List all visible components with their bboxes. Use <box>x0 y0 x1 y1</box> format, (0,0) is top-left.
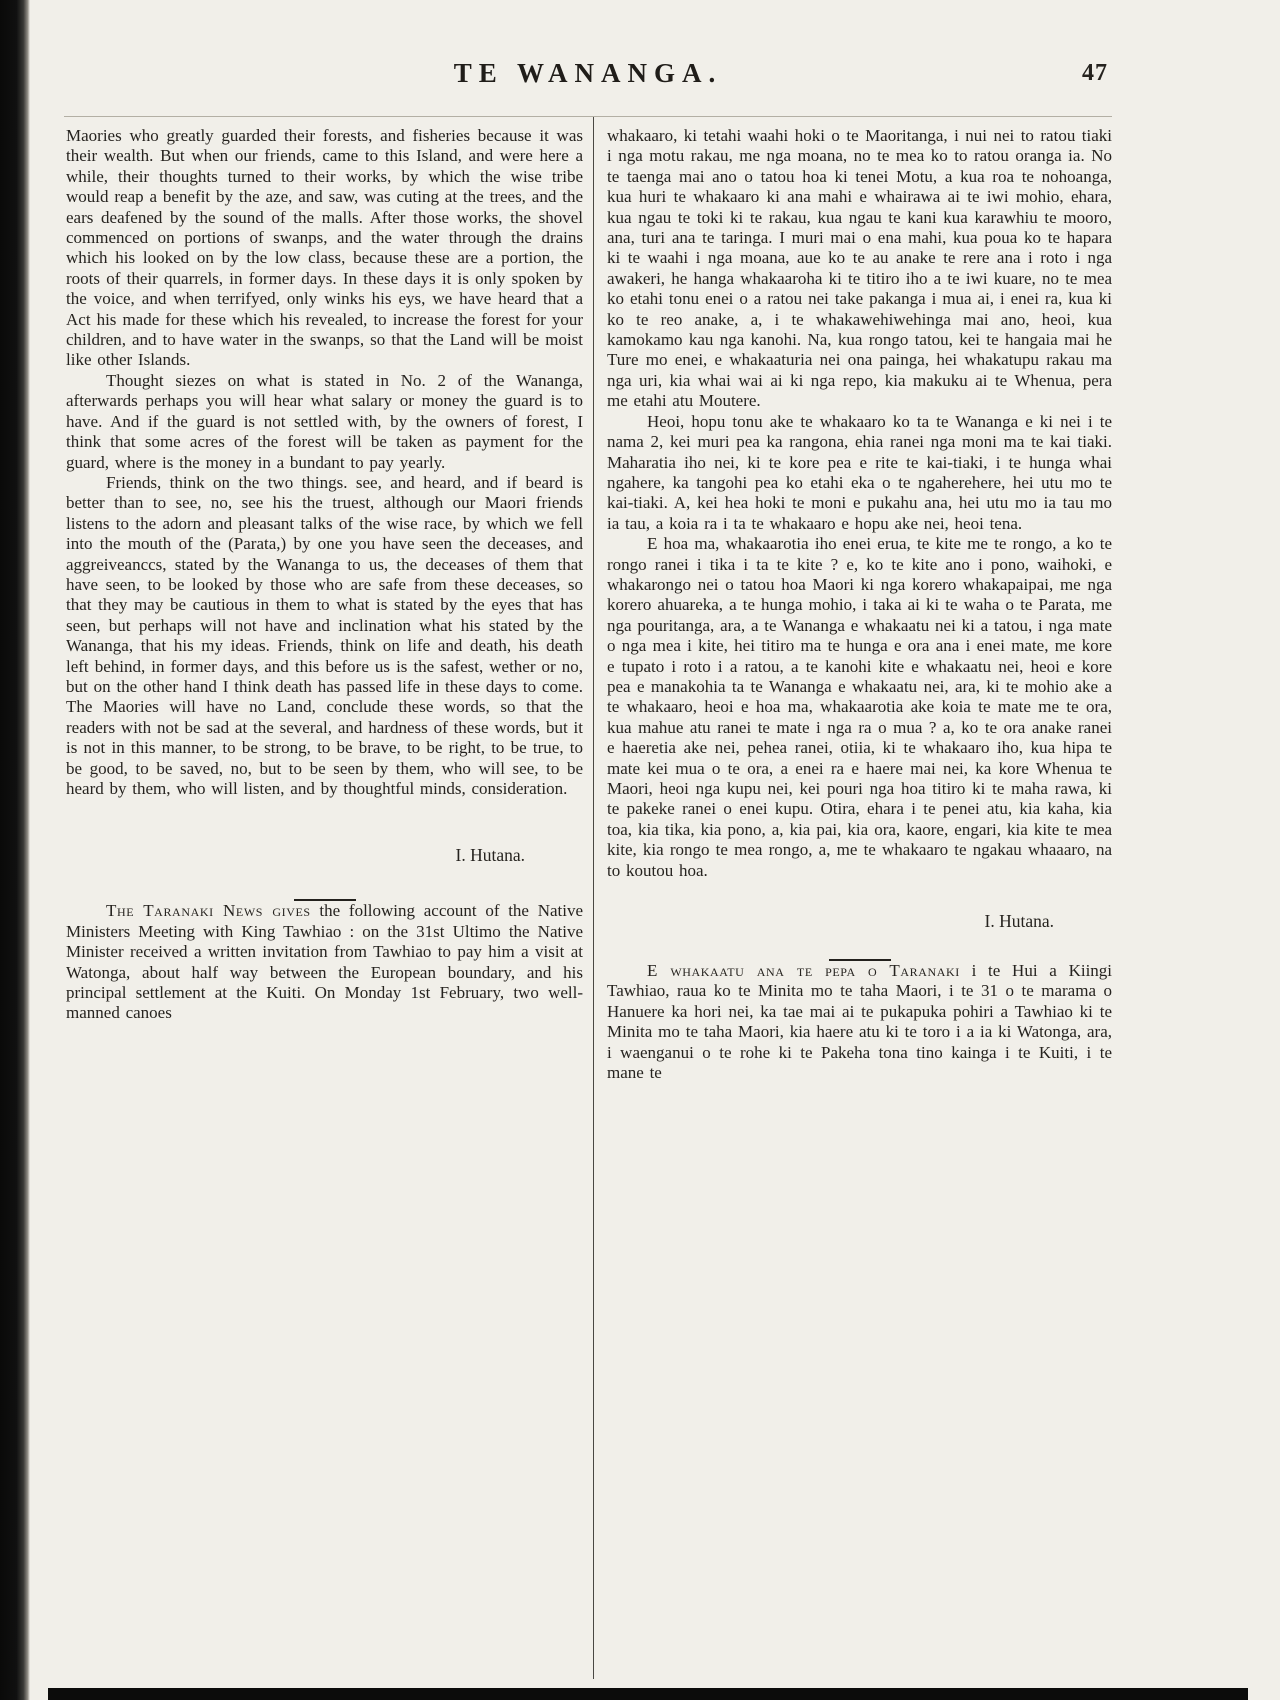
taranaki-continuation-maori: i te Hui a Kiingi Tawhiao, raua ko te Minita mo te taha Maori, i te 31 o te marama o Hanuere ka hori nei, ka tae mai ai te pukapuka pohiri a Tawhiao ki te Minita mo te taha Maori, kia haere atu ki te toro i a ia ki Watonga, ara, i waenganui o te rohe ki te Pakeha tona tino kainga i te Kuiti, i te mane te <box>607 961 1113 1083</box>
paragraph-guard-english: Thought siezes on what is stated in No. 2 of the Wananga, afterwards perhaps you will hear what salary or money the guard is to have. And if the guard is not settled with, by the owners of forest, I think that some acres of the forest will be taken as payment for the guard, where is the money in a bundant to pay yearly. <box>66 370 583 472</box>
paragraph-taranaki-maori <box>607 961 1112 1083</box>
scan-edge-bottom <box>48 1688 1248 1700</box>
taranaki-continuation-english: the following account of the Native Ministers Meeting with King Tawhiao : on the 31st Ultimo the Native Minister received a written invitation from Tawhiao to pay him a visit at Watonga, about half way between the European boundary, and his principal settlement at the Kuiti. On Monday 1st February, two well-manned canoes <box>66 901 584 1023</box>
page-header <box>64 58 1112 104</box>
paragraph-forests-english: Maories who greatly guarded their forests, and fisheries because it was their wealth. But when our friends, came to this Island, and were here a while, their thoughts turned to their works, by which the wise tribe would reap a benefit by the aze, and saw, was cuting at the trees, and the ears deafened by the sound of the malls. After those works, the shovel commenced on portions of swanps, and the water through the drains which his looked on by the low class, because these are a portion, the roots of their quarrels, in former days. In these days it is only spoken by the voice, and when terrifyed, only winks his eys, we have heard that a Act his made for these which his revealed, to increase the forest for your children, and to have water in the swanps, so that the Land will be moist like other Islands. <box>66 126 583 370</box>
column-english <box>64 117 594 1679</box>
page-title: TE WANANGA. <box>453 58 723 88</box>
columns-container <box>64 116 1112 1679</box>
scan-edge-left <box>0 0 30 1700</box>
page-number: 47 <box>1082 60 1108 86</box>
paragraph-friends-english: Friends, think on the two things. see, and heard, and if beard is better than to see, no, see his the truest, although our Maori friends listens to the adorn and pleasant talks of the wise race, by which we fell into the mouth of the (Parata,) by one you have seen the deceases, and aggreiveanccs, stated by the Wananga to us, the deceases of them that have seen, to be looked by those who are safe from these deceases, so that they may be cautious in them to what is stated by the eyes that has seen, but perhaps will not have and inclination what his stated by the Wananga, that his my ideas. Friends, think on life and death, his death left behind, in former days, and this before us is the safest, wether or no, but on the other hand I think death has passed life in these days to come. The Maories will have no Land, conclude these words, so that the readers with not be sad at the several, and hardness of these words, but it is not in this manner, to be strong, to be brave, to be right, to be true, to be good, to be saved, no, but to be seen by them, who will see, to be heard by them, who will listen, and by thoughtful minds, consideration. <box>66 472 583 798</box>
signature-english: I. Hutana. <box>455 845 525 866</box>
newspaper-page <box>64 58 1112 1679</box>
taranaki-lead-in-maori: E whakaatu ana te pepa o Taranaki <box>647 961 960 981</box>
signature-maori: I. Hutana. <box>984 911 1054 932</box>
paragraph-friends-maori: E hoa ma, whakaarotia iho enei erua, te kite me te rongo, a ko te rongo ranei i tika i ta te kite ? e, ko te kite ano i pono, waihoki, e whakarongo nei o tatou hoa Maori ki nga korero whakapaipai, me nga korero ahuareka, a te hunga mohio, i taka ai ki te waha o te Parata, me nga pouritanga, ara, a te Wananga e whakaatu nei ki a tatou, i nga mate o nga mea i kite, hei titiro ma te hunga e ora ana i enei mate, me kore e tupato i roto i a ratou, a te kanohi kite e whakaatu nei, heoi e kore pea e manakohia ta te Wananga e whakaatu nei, ara, ki te mohio ake a te whakaaro, heoi e hoa ma, whakaarotia ake koia te mate me te ora, kua mahue atu ranei te mate i nga ra o mua ? a, ko te ora anake ranei e haeretia ake nei, pehea ranei, otiia, ki te whakaaro iho, kua hipa te mate kei mua o te ora, a enei ra e haere mai nei, ka kore Whenua te Maori, heoi nga kupu nei, kei pouri nga hoa titiro ki te maha rawa, ki te pakeke ranei o enei kupu. Otira, ehara i te penei atu, kia kaha, kia toa, kia tika, kia pono, a, kia pai, kia ora, kaore, engari, kia kite te mea kite, kia rongo te mea rongo, a, me te whakaaro te ngakau whaaaro, na to koutou hoa. <box>607 534 1112 880</box>
paragraph-forests-maori: whakaaro, ki tetahi waahi hoki o te Maoritanga, i nui nei to ratou tiaki i nga motu rakau, me nga moana, no te mea ko to ratou oranga ia. No te taenga mai ano o tatou hoa ki tenei Motu, a kua roa te nohoanga, kua huri te whakaaro ki ana mahi e whairawa ai te iwi mohio, ehara, kua ngau te toki ki te rakau, kua ngau te kani kua karawhiu te mooro, ana, turi ana te taringa. I muri mai o ena mahi, kua poua ko te hapara ki te waahi i nga moana, aue ko te au anake te rere ana i roto i nga awakeri, he hanga whakaaroha ki te titiro iho a te iwi kuare, no te mea ko etahi tonu enei o a ratou nei take pakanga i mua ai, i enei ra, kua ki ko te reo anake, a, i te whakawehiwehinga mai ano, heoi, kua kamokamo kau nga kanohi. Na, kua rongo tatou, kei te hangaia mai he Ture mo enei, e whakaaturia nei ona painga, hei whakatupu rakau ma nga uri, kia whai wai ai ki nga repo, kia makuku ai te Whenua, pera me etahi atu Moutere. <box>607 126 1112 411</box>
column-maori <box>594 117 1112 1679</box>
paragraph-guard-maori: Heoi, hopu tonu ake te whakaaro ko ta te Wananga e ki nei i te nama 2, kei muri pea ka rangona, ehia ranei nga moni ma te kai tiaki. Maharatia iho nei, ki te kore pea e rite te kai-tiaki, i te hunga whai ngahere, ka tangohi pea ko etahi eka o te ngaherehere, hei utu mo te kai-tiaki. A, kei hea hoki te moni e pukahu ana, hei utu mo ia tau mo ia tau, a koia ra i ta te whakaaro e hopu ake nei, heoi tena. <box>607 411 1112 533</box>
taranaki-lead-in-english: The Taranaki News gives <box>106 901 311 921</box>
paragraph-taranaki-english <box>66 901 583 1023</box>
